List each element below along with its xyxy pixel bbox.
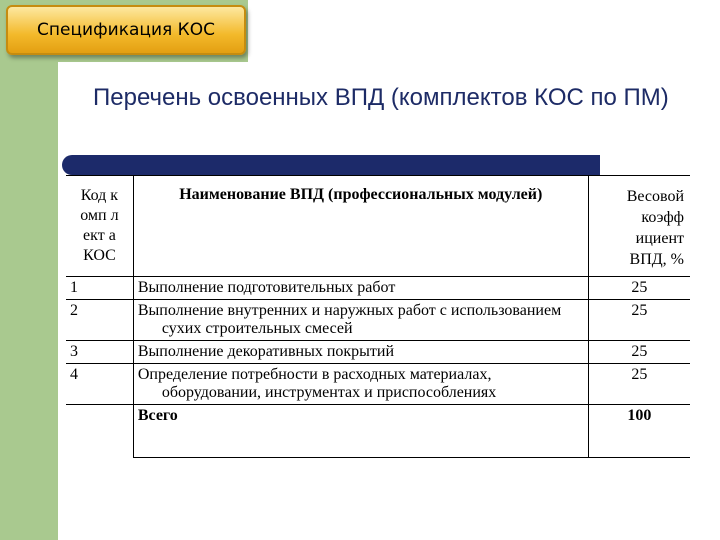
header-name: Наименование ВПД (профессиональных модулей) — [133, 176, 588, 277]
row-weight: 25 — [588, 300, 690, 341]
table-row — [66, 364, 690, 405]
section-badge: Спецификация КОС — [6, 5, 246, 55]
row-code: 3 — [66, 341, 133, 364]
row-code: 1 — [66, 277, 133, 300]
row-name — [133, 277, 588, 300]
row-name-text: Выполнение декоративных покрытий — [137, 343, 395, 360]
header-code-text: Код комп лект а КОС — [80, 187, 119, 264]
row-name-text: Выполнение внутренних и наружных работ с использованием сухих строительных смесей — [137, 302, 562, 337]
spec-table — [66, 175, 690, 458]
title-underline-bar — [62, 155, 600, 175]
row-name-text: Выполнение подготовительных работ — [137, 279, 396, 296]
row-name — [133, 364, 588, 405]
table-row — [66, 300, 690, 341]
total-value: 100 — [588, 405, 690, 458]
total-label: Всего — [133, 405, 588, 458]
total-code-empty — [66, 405, 133, 458]
header-weight-text: Весовой коэфф ициент ВПД, % — [626, 188, 684, 268]
row-name — [133, 341, 588, 364]
row-name-text: Определение потребности в расходных материалах, оборудовании, инструментах и приспособлениях — [137, 366, 497, 401]
header-code — [66, 176, 133, 277]
spec-table-container — [66, 175, 690, 458]
header-weight — [588, 176, 690, 277]
left-decor-bar — [0, 0, 58, 540]
slide-title: Перечень освоенных ВПД (комплектов КОС по ПМ) — [93, 84, 669, 111]
row-name — [133, 300, 588, 341]
row-weight: 25 — [588, 277, 690, 300]
table-header-row — [66, 176, 690, 277]
row-weight: 25 — [588, 364, 690, 405]
table-total-row — [66, 405, 690, 458]
row-code: 4 — [66, 364, 133, 405]
row-code: 2 — [66, 300, 133, 341]
row-weight: 25 — [588, 341, 690, 364]
table-row — [66, 341, 690, 364]
table-row — [66, 277, 690, 300]
